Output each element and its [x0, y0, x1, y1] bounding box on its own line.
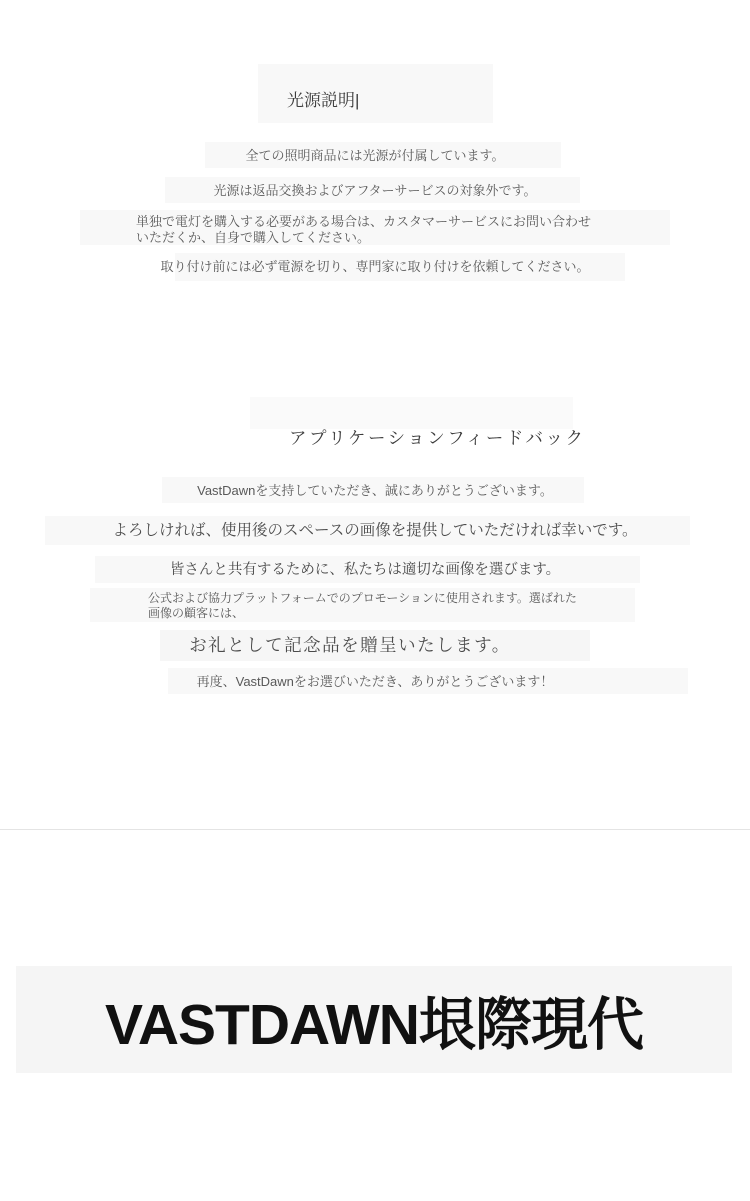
feedback-line-2: よろしければ、使用後のスペースの画像を提供していただければ幸いです。 — [112, 522, 638, 539]
brand-banner — [16, 966, 732, 1073]
feedback-line-3: 皆さんと共有するために、私たちは適切な画像を選びます。 — [169, 562, 561, 578]
section-divider — [0, 829, 750, 830]
feedback-line-1: VastDawnを支持していただき、誠にありがとうございます。 — [197, 483, 553, 498]
brand-title: VASTDAWN垠際現代 — [105, 992, 643, 1057]
feedback-line-6: 再度、VastDawnをお選びいただき、ありがとうございます！ — [196, 674, 554, 689]
light-source-line-2: 光源は返品交換およびアフターサービスの対象外です。 — [213, 183, 537, 198]
feedback-heading: アプリケーションフィードバック — [289, 428, 586, 448]
feedback-line-5: お礼として記念品を贈呈いたします。 — [189, 635, 511, 655]
light-source-line-1: 全ての照明商品には光源が付属しています。 — [245, 148, 505, 163]
feedback-line-4: 公式および協力プラットフォームでのプロモーションに使用されます。選ばれた画像の顧客には、 — [148, 591, 577, 620]
light-source-heading: 光源説明| — [287, 91, 360, 110]
light-source-line-3: 単独で電灯を購入する必要がある場合は、カスタマーサービスにお問い合わせいただくか、自身で購入してください。 — [136, 214, 592, 245]
light-source-line-4: 取り付け前には必ず電源を切り、専門家に取り付けを依頼してください。 — [160, 259, 590, 274]
